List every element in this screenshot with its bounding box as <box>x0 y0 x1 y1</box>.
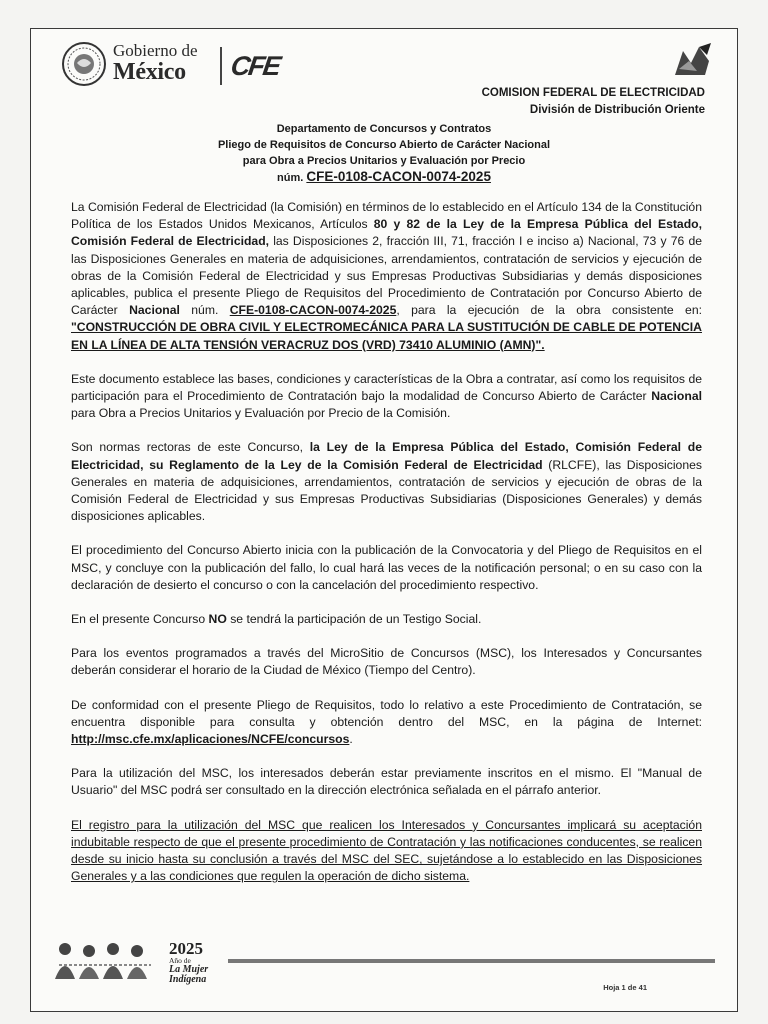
paragraph-procedure: El procedimiento del Concurso Abierto inicia con la publicación de la Convocatoria y del Pliego de Requisitos en el MSC, y concluye con la publicación del fallo, lo cual hará las veces de la notificación personal; o en su caso con la declaración de desierto el concurso o con la cancelación del procedimiento respectivo. <box>71 543 702 592</box>
org-name: COMISION FEDERAL DE ELECTRICIDAD <box>481 87 705 99</box>
document-footer <box>31 931 737 1011</box>
bold-run: Nacional <box>129 303 180 318</box>
bold-run: 80 y 82 de la Ley de la Empresa Pública del Estado, Comisión Federal de Electricidad, <box>71 217 702 249</box>
text-run: La Comisión Federal de Electricidad (la Comisión) en términos de lo establecido en el Artículo 134 de la Constitución Política de los Estados Unidos Mexicanos, Artículos <box>71 200 702 232</box>
text-run: . <box>349 732 353 747</box>
text-run: las Disposiciones 2, fracción III, 71, fracción I e inciso a) Nacional, 73 y 76 de las Disposiciones Generales en materia de adquisiciones, arrendamientos, contratación de servicios y ejecución de obras de la Comisión Federal de Electricidad y sus Empresas Productivas Subsidiarias y demás disposiciones aplicables, publica el presente Pliego de Requisitos del Procedimiento de Contratación por Concurso Abierto de Carácter <box>71 234 703 318</box>
year-motto-logo <box>169 941 208 985</box>
bold-run: la Ley de la Empresa Pública del Estado, Comisión Federal de Electricidad, su Reglamento de la Ley de la Comisión Federal de Electricidad <box>71 440 702 472</box>
text-run: (RLCFE), las Disposiciones Generales en materia de adquisiciones, arrendamientos, contratación de servicios y ejecución de obras de la Comisión Federal de Electricidad y sus Empresas Productivas Subsidiarias (Disposiciones Generales) y demás disposiciones aplicables. <box>71 457 702 524</box>
paragraph-acceptance: El registro para la utilización del MSC que realicen los Interesados y Concursantes implicará su aceptación indubitable respecto de que el presente procedimiento de Contratación y las notificaciones conducentes, se realicen desde su inicio hasta su conclusión a través del MSC del SEC, sujetándose a lo establecido en las Disposiciones Generales y a las condiciones que regulen la operación de dicho sistema. <box>71 817 702 884</box>
department-block <box>31 121 737 186</box>
paragraph-legal-basis <box>71 199 702 354</box>
paragraph-rules <box>71 439 702 525</box>
document-header <box>31 29 737 219</box>
paragraph-social-witness <box>71 611 702 628</box>
text-run: Este documento establece las bases, condiciones y características de la Obra a contratar, así como los requisitos de participación para el Procedimiento de Contratación bajo la modalidad de Concurso Abierto de Carácter <box>71 371 702 404</box>
text-run: para Obra a Precios Unitarios y Evaluación por Precio de la Comisión. <box>71 406 451 421</box>
department-name: Departamento de Concursos y Contratos <box>276 123 492 135</box>
indigenous-women-illustration-icon <box>51 939 161 981</box>
paragraph-scope <box>71 371 702 423</box>
text-run: En el presente Concurso <box>71 612 209 627</box>
mexico-line: México <box>113 59 186 85</box>
gobierno-mexico-logo <box>113 42 198 84</box>
paragraph-availability <box>71 697 702 749</box>
contest-number: CFE-0108-CACON-0074-2025 <box>229 303 397 318</box>
document-title-line1: Pliego de Requisitos de Concurso Abierto de Carácter Nacional <box>217 139 551 151</box>
msc-link[interactable]: http://msc.cfe.mx/aplicaciones/NCFE/concursos <box>71 732 350 747</box>
organization-block <box>482 85 705 119</box>
year-number: 2025 <box>169 939 203 958</box>
paragraph-schedule: Para los eventos programados a través del MicroSitio de Concursos (MSC), los Interesados y Concursantes deberán considerar el horario de la Ciudad de México (Tiempo del Centro). <box>71 646 702 678</box>
cfe-logo: CFE <box>228 51 282 81</box>
document-number <box>31 169 737 186</box>
division-name: División de Distribución Oriente <box>529 104 705 116</box>
paragraph-registration: Para la utilización del MSC, los interesados deberán estar previamente inscritos en el mismo. El "Manual de Usuario" del MSC podrá ser consultado en la dirección electrónica señalada en el párrafo anterior. <box>71 766 702 798</box>
year-motto-line1: La Mujer <box>169 964 209 975</box>
number-label: núm. <box>277 172 304 184</box>
gobierno-line: Gobierno de <box>113 41 198 60</box>
bold-run: Nacional <box>651 389 702 404</box>
text-run: De conformidad con el presente Pliego de Requisitos, todo lo relativo a este Procedimiento de Contratación, se encuentra disponible para consulta y obtención dentro del MSC, en la página de Internet: <box>71 697 702 729</box>
document-body <box>71 199 702 903</box>
text-run: núm. <box>179 303 230 318</box>
document-title-line2: para Obra a Precios Unitarios y Evaluación por Precio <box>242 155 526 167</box>
bold-run: NO <box>208 612 227 627</box>
number-value: CFE-0108-CACON-0074-2025 <box>306 169 491 184</box>
page-number: Hoja 1 de 41 <box>603 983 647 992</box>
logo-divider <box>220 47 222 85</box>
text-run: Son normas rectoras de este Concurso, <box>71 440 310 455</box>
year-motto-line2: Indígena <box>169 974 207 985</box>
text-run: , para la ejecución de la obra consistente en: <box>396 303 702 318</box>
national-seal-icon <box>61 41 107 87</box>
document-page <box>30 28 738 1012</box>
work-title: "CONSTRUCCIÓN DE OBRA CIVIL Y ELECTROMECÁNICA PARA LA SUSTITUCIÓN DE CABLE DE POTENCIA EN LA LÍNEA DE ALTA TENSIÓN VERACRUZ DOS (VRD) 73410 ALUMINIO (AMN)". <box>71 320 702 352</box>
year-prefix: Año de <box>169 956 191 965</box>
text-run: se tendrá la participación de un Testigo Social. <box>226 612 482 627</box>
footer-divider <box>228 959 715 963</box>
institutional-emblem-icon <box>669 41 715 81</box>
